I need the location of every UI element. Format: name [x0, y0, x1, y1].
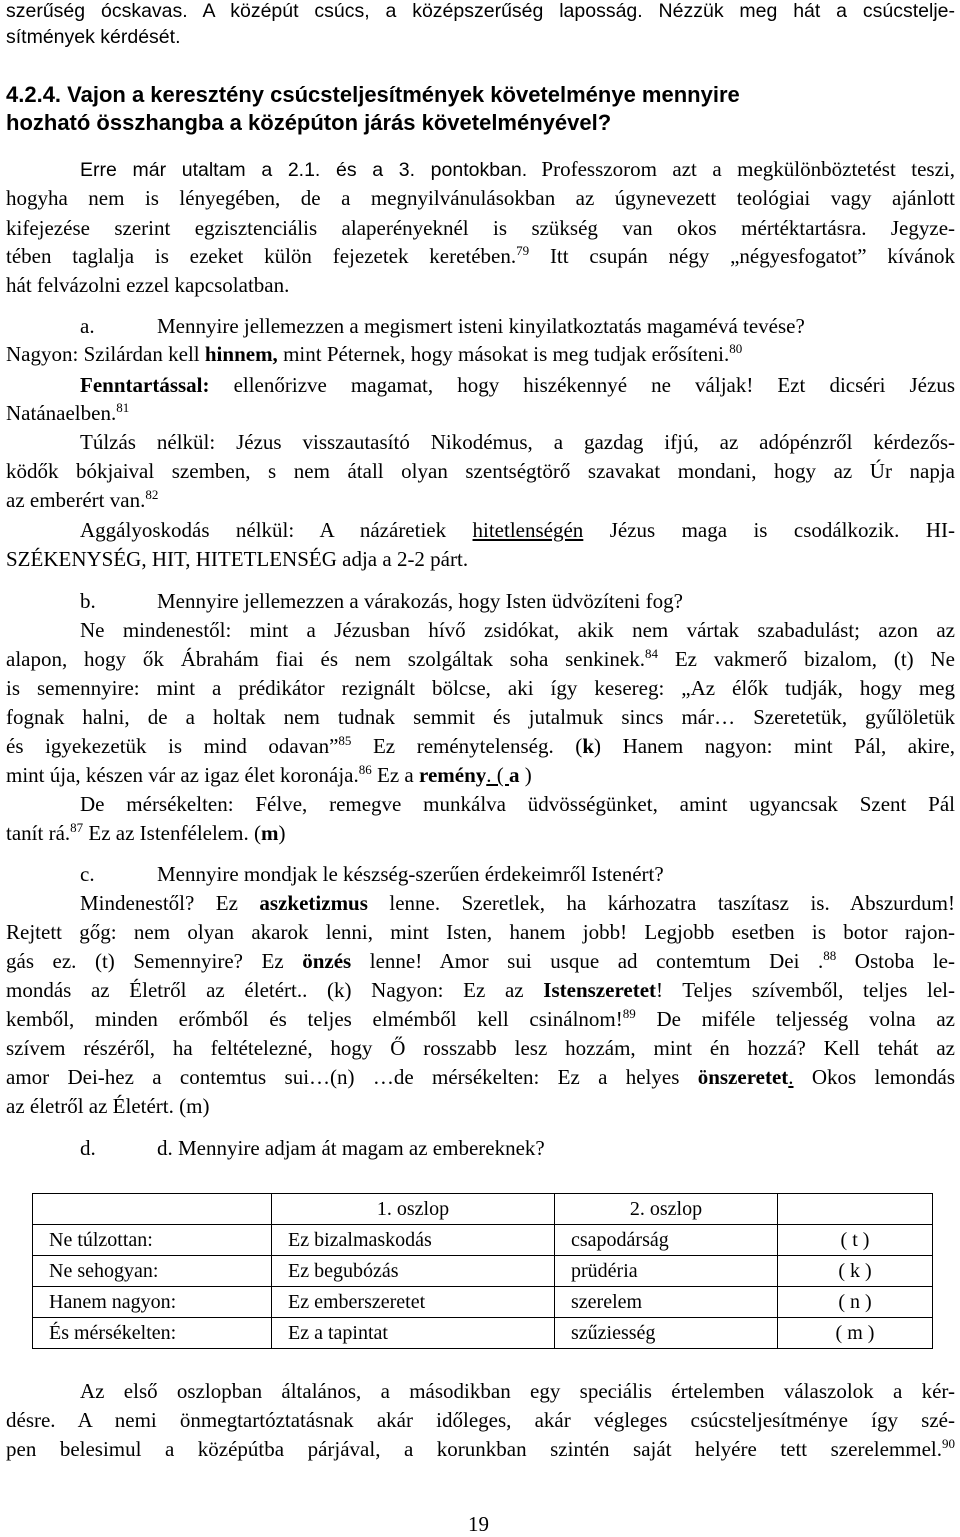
footnote-ref: 84	[645, 646, 659, 661]
text-span: Jegyze-	[890, 216, 956, 240]
paragraph-line: Rejtett gőg: nem olyan akarok lenni, mint Isten, hanem jobb! Legjobb esetben is botor rajon-	[6, 920, 955, 944]
paragraph-line: Túlzás nélkül: Jézus visszautasító Nikodémus, a gazdag ifjú, az adópénzről kérdezős-	[80, 430, 955, 454]
paragraph-line	[6, 734, 955, 759]
question-text: Mennyire jellemezzen a várakozás, hogy Isten üdvözíteni fog?	[157, 589, 683, 613]
table-header-cell: 2. oszlop	[555, 1194, 778, 1225]
intro-sans-text: Erre már utaltam a 2.1. és a 3. pontokban.	[80, 159, 528, 181]
text-span-underlined: . (	[486, 763, 510, 787]
text-span: Itt csupán négy „négyesfogatot” kívánok	[549, 244, 956, 268]
table-cell: Hanem nagyon:	[33, 1287, 272, 1318]
text-span-bold: a	[509, 763, 520, 787]
text-span: De miféle teljesség volna az	[635, 1007, 955, 1031]
footnote-ref: 81	[116, 400, 130, 415]
table-cell: szűziesség	[555, 1318, 778, 1349]
paragraph-line: szerűség ócskavas. A középút csúcs, a középszerűség laposság. Nézzük meg hát a csúcstelje-	[6, 0, 955, 22]
text-span-underlined: hitetlenségén	[472, 518, 584, 542]
table-cell: ( k )	[778, 1256, 933, 1287]
text-span: ellenőrizve magamat, hogy hiszékennyé ne váljak! Ezt dicséri Jézus	[209, 373, 955, 397]
paragraph-line	[80, 518, 955, 543]
text-span: kemből, minden erőmből és teljes elmémből kell csinálnom!	[6, 1007, 623, 1031]
text-span: Ez az Istenfélelem. (	[83, 821, 261, 845]
text-span: és igyekezetük is mind odavan”	[6, 734, 339, 758]
text-span: ) Hanem nagyon: mint Pál, akire,	[594, 734, 955, 758]
paragraph-line	[6, 216, 955, 241]
table-header-cell	[778, 1194, 933, 1225]
paragraph-line: SZÉKENYSÉG, HIT, HITETLENSÉG adja a 2-2 párt.	[6, 547, 469, 571]
paragraph-line	[6, 1007, 955, 1032]
table-row	[33, 1318, 933, 1349]
text-span: Ez a	[371, 763, 419, 787]
paragraph-line	[6, 647, 955, 672]
text-span: az emberért van.	[6, 488, 146, 512]
table-cell: Ez a tapintat	[272, 1318, 555, 1349]
text-span-bold: remény	[419, 763, 487, 787]
paragraph-line: hogyha nem is lényegében, de a megnyilvánulásokban az úgynevezett teológiai vagy ajánlott	[6, 186, 955, 210]
list-marker: a.	[80, 314, 95, 338]
section-heading: hozható összhangba a középúton járás követelményével?	[6, 110, 612, 135]
paragraph-line	[6, 401, 129, 426]
text-span: Jézus maga is csodálkozik. HI-	[583, 518, 955, 542]
table-cell: Ne sehogyan:	[33, 1256, 272, 1287]
footnote-ref: 79	[516, 243, 530, 258]
text-span: mint úja, készen vár az igaz élet koronája.	[6, 763, 359, 787]
table-cell: csapodárság	[555, 1225, 778, 1256]
text-span: mondás az Életről az életért.. (k) Nagyon: Ez az	[6, 978, 544, 1002]
text-span: mint Péternek, hogy másokat is meg tudjak erősíteni.	[277, 342, 730, 366]
paragraph-line	[80, 373, 955, 398]
text-span: Ez vakmerő bizalom, (t) Ne	[658, 647, 955, 671]
paragraph-line: szívem részéről, ha feltételezné, hogy Ő rosszabb lesz hozzám, mint én hozzá? Kell tehát az	[6, 1036, 955, 1060]
text-span: pen belesimul a középútba párjával, a korunkban szintén saját helyére tett szerelemmel.	[6, 1437, 942, 1461]
question-text: Mennyire jellemezzen a megismert isteni kinyilatkoztatás magamévá tevése?	[157, 314, 805, 338]
table-cell: Ne túlzottan:	[33, 1225, 272, 1256]
paragraph-line	[6, 1437, 955, 1462]
table-cell: És mérsékelten:	[33, 1318, 272, 1349]
footnote-ref: 88	[823, 948, 837, 963]
summary-table	[32, 1193, 933, 1349]
footnote-ref: 82	[145, 487, 159, 502]
list-marker: b.	[80, 589, 96, 613]
footnote-ref: 85	[338, 733, 352, 748]
paragraph-line: hát felvázolni ezzel kapcsolatban.	[6, 273, 290, 297]
paragraph-line: De mérsékelten: Félve, remegve munkálva üdvösségünket, amint ugyancsak Szent Pál	[80, 792, 955, 816]
table-row	[33, 1256, 933, 1287]
text-span: Natánaelben.	[6, 401, 117, 425]
paragraph-line	[6, 488, 158, 513]
table-header-row	[33, 1194, 933, 1225]
paragraph-line	[6, 1065, 955, 1090]
paragraph-line	[6, 244, 955, 269]
footnote-ref: 89	[622, 1006, 636, 1021]
text-span: Nagyon: Szilárdan kell	[6, 342, 205, 366]
paragraph-line: Az első oszlopban általános, a másodikban egy speciális értelemben válaszolok a kér-	[80, 1379, 955, 1403]
table-row	[33, 1287, 933, 1318]
page-number: 19	[468, 1512, 489, 1536]
paragraph-line	[6, 949, 955, 974]
table-cell: Ez begubózás	[272, 1256, 555, 1287]
paragraph-line	[6, 978, 955, 1003]
text-span: Ostoba le-	[836, 949, 955, 973]
paragraph-line	[6, 763, 532, 788]
table-cell: szerelem	[555, 1287, 778, 1318]
footnote-ref: 87	[70, 820, 84, 835]
text-span: Mindenestől? Ez	[80, 891, 260, 915]
text-span-bold: önzés	[302, 949, 352, 973]
text-span: tében taglalja is ezeket külön fejezetek keretében.	[6, 244, 517, 268]
paragraph-line: désre. A nemi önmegtartóztatásnak akár időleges, akár végleges csúcsteljesítménye így szé-	[6, 1408, 955, 1432]
table-cell: ( t )	[778, 1225, 933, 1256]
list-marker: c.	[80, 862, 95, 886]
table-row	[33, 1225, 933, 1256]
table-cell: Ez bizalmaskodás	[272, 1225, 555, 1256]
intro-serif-text: Professzorom azt a megkülönböztetést teszi,	[541, 157, 956, 181]
text-span-bold: m	[260, 821, 279, 845]
paragraph-line: ködők bókjaival szemben, s nem átall olyan szentségtörő szavakat mondani, hogy az Úr napja	[6, 459, 955, 483]
text-span: Ez reménytelenség. (	[351, 734, 583, 758]
text-span: Okos lemondás	[793, 1065, 955, 1089]
list-marker: d.	[80, 1136, 96, 1160]
footnote-ref: 86	[358, 762, 372, 777]
text-span-bold: aszketizmus	[259, 891, 368, 915]
section-heading: 4.2.4. Vajon a keresztény csúcsteljesítmények követelménye mennyire	[6, 82, 740, 107]
text-span: alapon, hogy ők Ábrahám fiai és nem szolgáltak soha senkinek.	[6, 647, 646, 671]
text-span: )	[278, 821, 286, 845]
text-span-bold: Fenntartással:	[80, 373, 210, 397]
text-span-bold: k	[582, 734, 594, 758]
question-text: d. Mennyire adjam át magam az embereknek?	[157, 1136, 545, 1160]
paragraph-line	[80, 891, 955, 916]
text-span: gás ez. (t) Semennyire? Ez	[6, 949, 303, 973]
text-span: )	[519, 763, 532, 787]
text-span-bold: hinnem,	[204, 342, 278, 366]
footnote-ref: 80	[729, 341, 743, 356]
text-span-underlined: .	[788, 1065, 794, 1089]
text-span-bold: Istenszeretet	[543, 978, 657, 1002]
text-span-bold: önszeretet	[697, 1065, 789, 1089]
table-cell: prüdéria	[555, 1256, 778, 1287]
text-span: lenne. Szeretlek, ha kárhozatra taszítasz is. Abszurdum!	[367, 891, 955, 915]
paragraph-line	[6, 342, 742, 367]
table-cell: Ez emberszeretet	[272, 1287, 555, 1318]
footnote-ref: 90	[942, 1436, 955, 1451]
text-span: Aggályoskodás nélkül: A názáretiek	[80, 518, 473, 542]
table-header-cell: 1. oszlop	[272, 1194, 555, 1225]
paragraph-line: fognak halni, de a holtak nem tudnak semmit és jutalmuk sincs már… Szeretetük, gyűlöletük	[6, 705, 955, 729]
paragraph-line: az életről az Életért. (m)	[6, 1094, 210, 1118]
table-header-cell	[33, 1194, 272, 1225]
paragraph-line	[6, 821, 285, 846]
paragraph-line: sítmények kérdését.	[6, 26, 181, 48]
text-span: lenne! Amor sui usque ad contemtum Dei .	[351, 949, 824, 973]
text-span: ! Teljes szívemből, teljes lel-	[656, 978, 956, 1002]
table-cell: ( n )	[778, 1287, 933, 1318]
question-text: Mennyire mondjak le készség-szerűen érdekeimről Istenért?	[157, 862, 664, 886]
paragraph-line	[80, 157, 955, 182]
text-span: tanít rá.	[6, 821, 71, 845]
text-span: amor Dei-hez a contemtus sui…(n) …de mérsékelten: Ez a helyes	[6, 1065, 698, 1089]
text-span: kifejezése szerint egzisztenciális alaperényeknél is szükség van okos mértéktartásra.	[6, 216, 867, 240]
paragraph-line: is semennyire: mint a prédikátor rezignált bölcse, aki így kesereg: „Az élők tudják, hogy meg	[6, 676, 955, 700]
table-cell: ( m )	[778, 1318, 933, 1349]
paragraph-line: Ne mindenestől: mint a Jézusban hívő zsidókat, akik nem vártak szabadulást; azon az	[80, 618, 955, 642]
